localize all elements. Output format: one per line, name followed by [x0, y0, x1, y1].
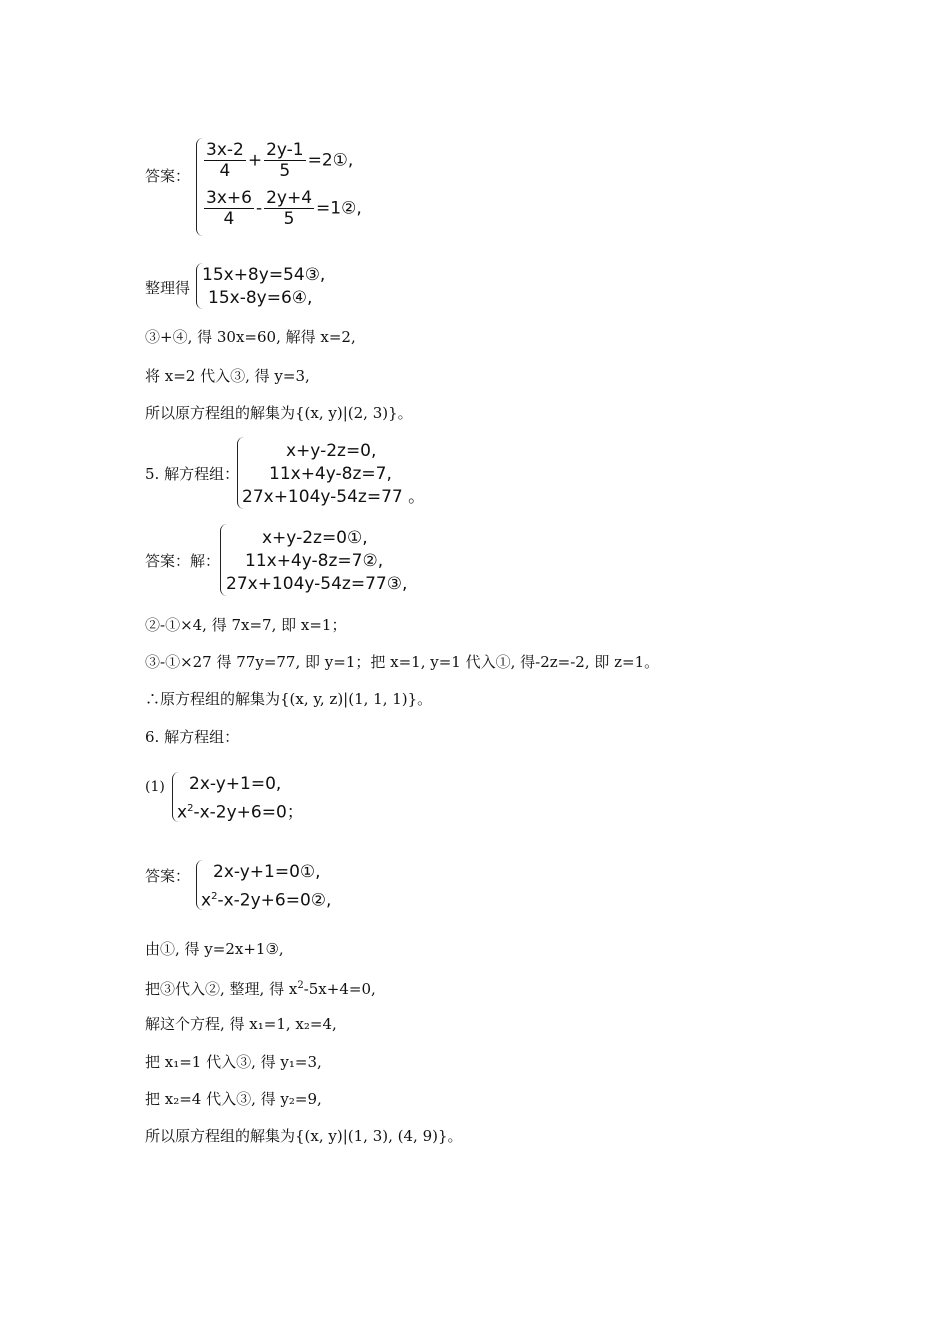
step-line: 把③代入②, 整理, 得 $x^2-5x+4=0$,	[145, 980, 376, 998]
document-page: 答案： $\frac{3x-2}{4}$ + $\frac{2y-1}{5}$ =2①, $\frac{3x+6}{4}$ - $\frac{2y+4}{5}$ =1②, 整理得 15x+8y=54③, 15x-8y=6④, ③+④, 得 30x=60, 解得 x=2, 将 x=2 代入③, 得 y=3, 所以原方程组的解集为{(x, y)|(2, 3)}。 5. 解方程组： x+y-2z=0, 11x+4y-8z=7, 27x+104y-54z=77 。 答案：解： x+y-2z=0①, 11x+4y-8z=7②, 27x+104y-54z=77③, ②-①×4, 得 7x=7, 即 x=1； ③-①×27 得 77y=77, 即 y=1；把 x=1, y=1 代入①, 得-2z=-2, 即 z=1。 ∴原方程组的解集为{(x, y, z)|(1, 1, 1)}。 6. 解方程组： (1) 2x-y+1=0, $x^2-x-2y+6=0$； 答案： 2x-y+1=0①, $x^2-x-2y+6=0②$, 由①, 得 y=2x+1③, 把③代入②, 整理, 得 $x^2-5x+4=0$, 解这个方程, 得 x₁=1, x₂=4, 把 x₁=1 代入③, 得 y₁=3, 把 x₂=4 代入③, 得 y₂=9, 所以原方程组的解集为{(x, y)|(1, 3), (4, 9)}。	[145, 140, 660, 1145]
question-5-label: 5. 解方程组：	[145, 465, 240, 483]
sub-question-label: (1)	[145, 779, 165, 795]
answer4-equation-2: $\frac{3x+6}{4}$ - $\frac{2y+4}{5}$ =1②,	[206, 188, 362, 229]
step-line: 把 x₁=1 代入③, 得 y₁=3,	[145, 1053, 322, 1071]
step-line: 将 x=2 代入③, 得 y=3,	[145, 367, 310, 385]
fraction: $\frac{2y-1}{5}$	[266, 140, 304, 181]
question-6-label: 6. 解方程组：	[145, 728, 240, 746]
step-line: 由①, 得 y=2x+1③,	[145, 940, 284, 958]
fraction: $\frac{3x+6}{4}$	[206, 188, 252, 229]
tidy-label: 整理得	[145, 279, 191, 297]
answer-label-6: 答案：	[145, 867, 191, 885]
step-line: ②-①×4, 得 7x=7, 即 x=1；	[145, 616, 347, 634]
step-line: ③-①×27 得 77y=77, 即 y=1；把 x=1, y=1 代入①, 得-2z=-2, 即 z=1。	[145, 653, 660, 671]
solution-set-line: 所以原方程组的解集为{(x, y)|(2, 3)}。	[145, 404, 413, 422]
answer-label-5: 答案：解：	[145, 552, 221, 570]
step-line: 解这个方程, 得 x₁=1, x₂=4,	[145, 1015, 337, 1033]
answer4-equation-1: $\frac{3x-2}{4}$ + $\frac{2y-1}{5}$ =2①,	[206, 140, 354, 181]
answer-label-4: 答案：	[145, 167, 191, 185]
solution-set-line: ∴原方程组的解集为{(x, y, z)|(1, 1, 1)}。	[145, 690, 433, 708]
solution-set-line: 所以原方程组的解集为{(x, y)|(1, 3), (4, 9)}。	[145, 1127, 463, 1145]
step-line: 把 x₂=4 代入③, 得 y₂=9,	[145, 1090, 322, 1108]
fraction: $\frac{3x-2}{4}$	[206, 140, 244, 181]
fraction: $\frac{2y+4}{5}$	[266, 188, 313, 229]
step-line: ③+④, 得 30x=60, 解得 x=2,	[145, 328, 356, 346]
